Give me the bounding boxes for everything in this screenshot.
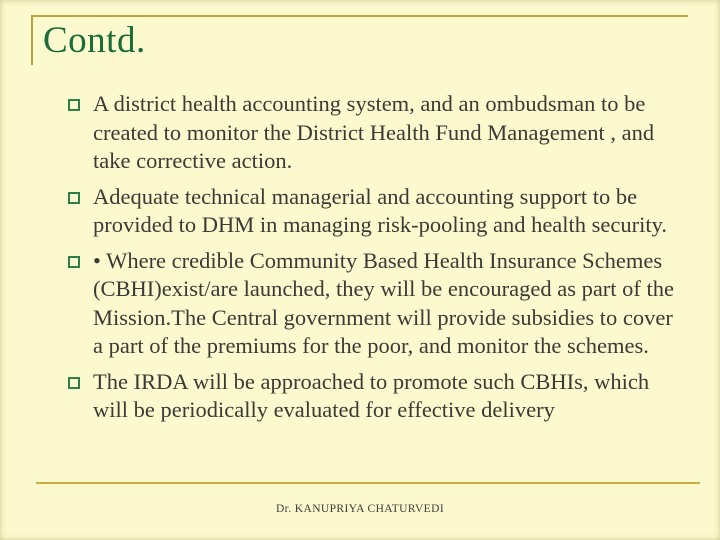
footer-divider: [36, 482, 700, 484]
bullet-item: [68, 183, 684, 240]
bullet-text: A district health accounting system, and an ombudsman to be created to monitor the District Health Fund Management , and take corrective action.: [93, 91, 655, 173]
bullet-text: • Where credible Community Based Health Insurance Schemes (CBHI)exist/are launched, they will be encouraged as part of the Mission.The Central government will provide subsidies to cover a part of the premiums for the poor, and monitor the schemes.: [93, 247, 675, 358]
bullet-list: [68, 90, 684, 432]
bullet-item: [68, 368, 684, 425]
slide-title: Contd.: [43, 20, 146, 61]
square-bullet-icon: [68, 99, 80, 111]
bullet-item: [68, 247, 684, 361]
square-bullet-icon: [68, 192, 80, 204]
bullet-item: [68, 90, 684, 176]
bullet-text: The IRDA will be approached to promote such CBHIs, which will be periodically evaluated for effective delivery: [93, 368, 650, 422]
footer-credit: Dr. KANUPRIYA CHATURVEDI: [275, 503, 445, 515]
square-bullet-icon: [68, 256, 80, 268]
bullet-text: Adequate technical managerial and accounting support to be provided to DHM in managing risk-pooling and health security.: [93, 183, 668, 237]
title-block: [31, 15, 688, 65]
square-bullet-icon: [68, 377, 80, 389]
